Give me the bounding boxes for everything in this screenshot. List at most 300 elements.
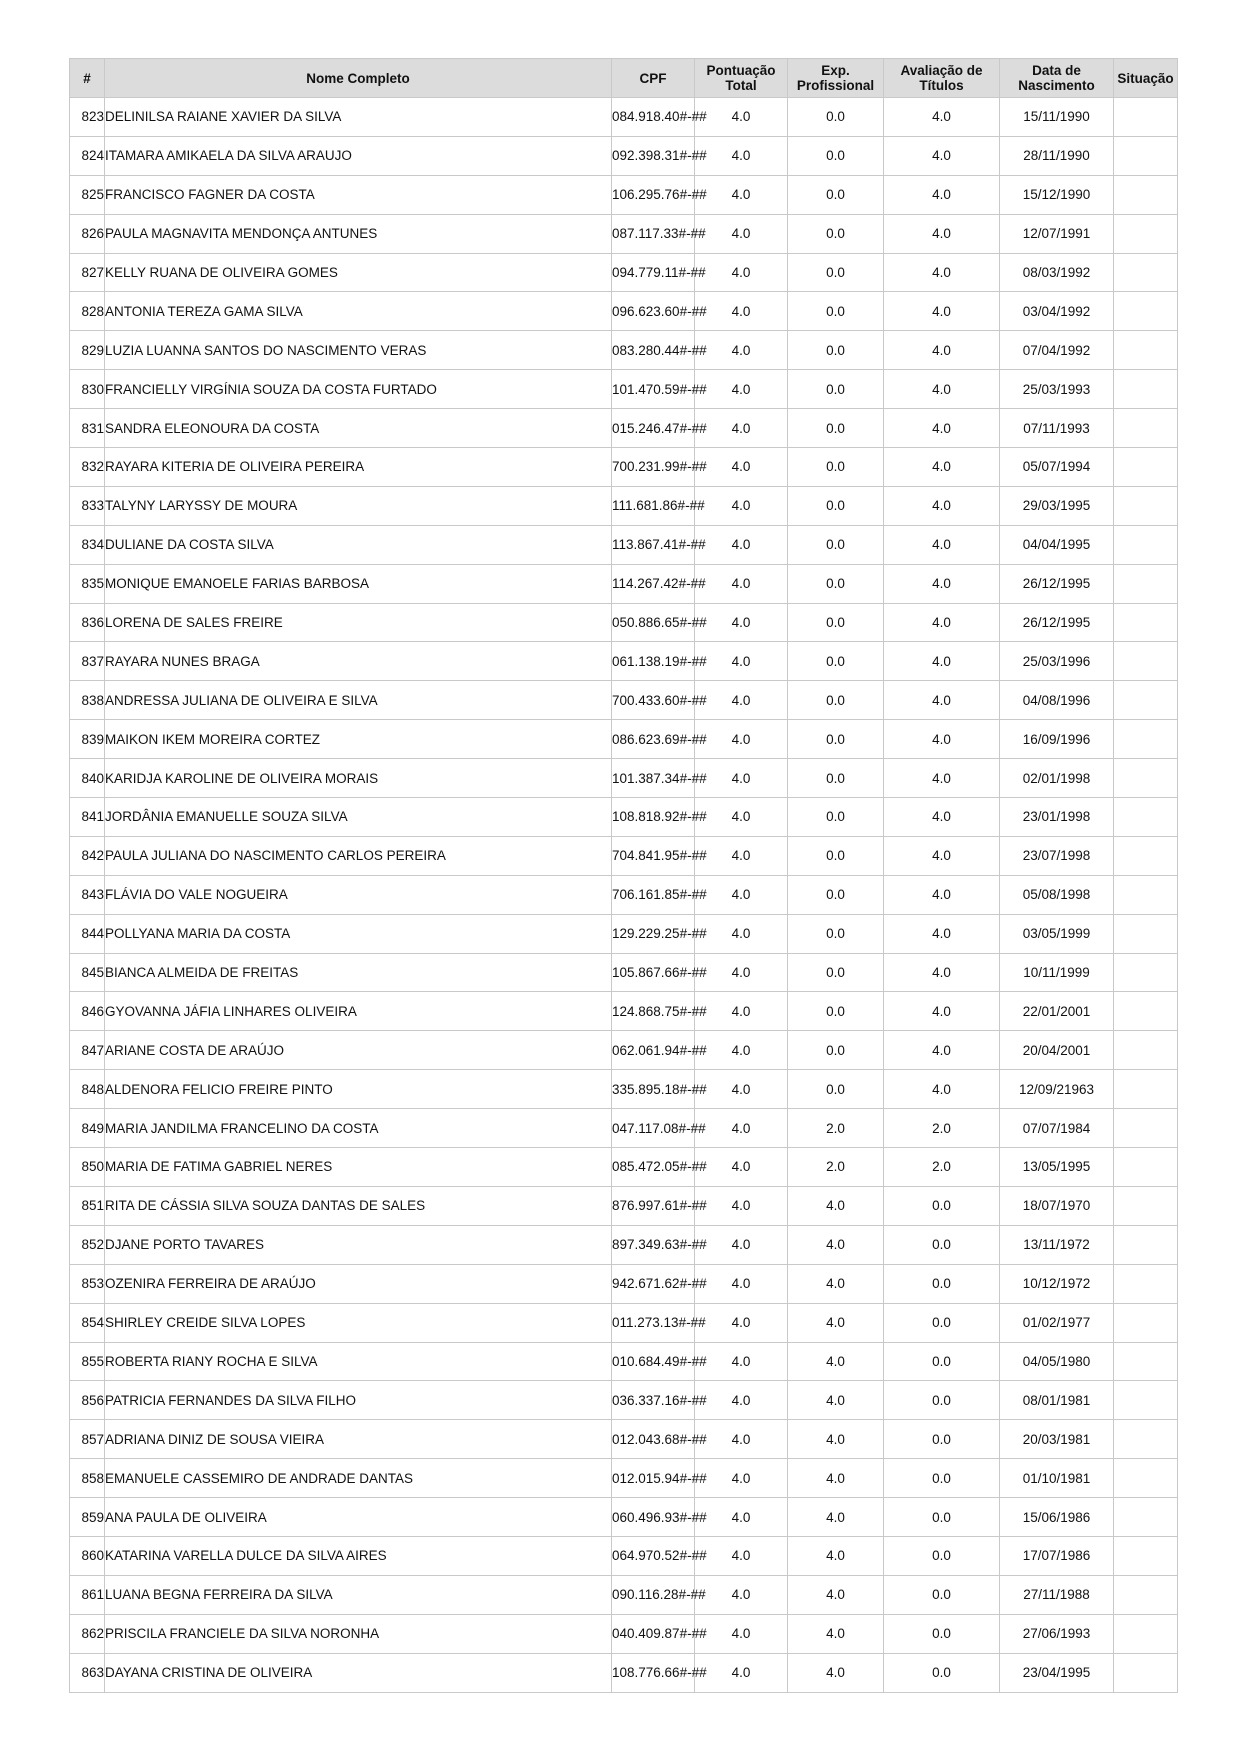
cell-titles: 4.0 (884, 253, 1000, 292)
table-row (70, 1536, 1178, 1575)
table-body (70, 98, 1178, 1693)
cell-cpf: 040.409.87#-## (612, 1614, 695, 1653)
cell-titles: 0.0 (884, 1575, 1000, 1614)
cell-cpf: 084.918.40#-## (612, 98, 695, 137)
cell-exp: 0.0 (788, 681, 884, 720)
cell-status (1114, 1070, 1178, 1109)
cell-exp: 0.0 (788, 603, 884, 642)
table-row (70, 1303, 1178, 1342)
table-row (70, 175, 1178, 214)
cell-birth: 25/03/1996 (1000, 642, 1114, 681)
cell-birth: 07/11/1993 (1000, 409, 1114, 448)
table-row (70, 759, 1178, 798)
cell-titles: 4.0 (884, 720, 1000, 759)
cell-total: 4.0 (695, 409, 788, 448)
cell-total: 4.0 (695, 370, 788, 409)
cell-cpf: 047.117.08#-## (612, 1109, 695, 1148)
cell-name: ALDENORA FELICIO FREIRE PINTO (105, 1070, 612, 1109)
cell-total: 4.0 (695, 214, 788, 253)
cell-titles: 0.0 (884, 1459, 1000, 1498)
cell-total: 4.0 (695, 136, 788, 175)
cell-cpf: 114.267.42#-## (612, 564, 695, 603)
cell-titles: 4.0 (884, 292, 1000, 331)
cell-status (1114, 836, 1178, 875)
cell-total: 4.0 (695, 486, 788, 525)
table-row (70, 953, 1178, 992)
cell-name: LUZIA LUANNA SANTOS DO NASCIMENTO VERAS (105, 331, 612, 370)
cell-name: KELLY RUANA DE OLIVEIRA GOMES (105, 253, 612, 292)
cell-name: FLÁVIA DO VALE NOGUEIRA (105, 875, 612, 914)
cell-index: 840 (70, 759, 105, 798)
cell-cpf: 106.295.76#-## (612, 175, 695, 214)
cell-titles: 0.0 (884, 1614, 1000, 1653)
cell-index: 827 (70, 253, 105, 292)
cell-exp: 0.0 (788, 98, 884, 137)
cell-birth: 23/04/1995 (1000, 1653, 1114, 1692)
cell-birth: 18/07/1970 (1000, 1186, 1114, 1225)
cell-titles: 0.0 (884, 1303, 1000, 1342)
cell-index: 861 (70, 1575, 105, 1614)
cell-index: 860 (70, 1536, 105, 1575)
cell-cpf: 094.779.11#-## (612, 253, 695, 292)
cell-titles: 4.0 (884, 1031, 1000, 1070)
cell-name: POLLYANA MARIA DA COSTA (105, 914, 612, 953)
header-status: Situação (1114, 59, 1178, 98)
cell-exp: 4.0 (788, 1264, 884, 1303)
header-exp: Exp. Profissional (788, 59, 884, 98)
cell-birth: 02/01/1998 (1000, 759, 1114, 798)
cell-total: 4.0 (695, 1225, 788, 1264)
cell-exp: 2.0 (788, 1109, 884, 1148)
cell-index: 851 (70, 1186, 105, 1225)
table-row (70, 914, 1178, 953)
cell-name: EMANUELE CASSEMIRO DE ANDRADE DANTAS (105, 1459, 612, 1498)
cell-titles: 4.0 (884, 98, 1000, 137)
cell-index: 835 (70, 564, 105, 603)
cell-titles: 0.0 (884, 1342, 1000, 1381)
cell-name: MAIKON IKEM MOREIRA CORTEZ (105, 720, 612, 759)
cell-titles: 4.0 (884, 953, 1000, 992)
cell-name: FRANCIELLY VIRGÍNIA SOUZA DA COSTA FURTADO (105, 370, 612, 409)
cell-name: KARIDJA KAROLINE DE OLIVEIRA MORAIS (105, 759, 612, 798)
cell-titles: 0.0 (884, 1225, 1000, 1264)
cell-titles: 4.0 (884, 175, 1000, 214)
cell-exp: 0.0 (788, 486, 884, 525)
cell-cpf: 704.841.95#-## (612, 836, 695, 875)
cell-cpf: 036.337.16#-## (612, 1381, 695, 1420)
cell-total: 4.0 (695, 331, 788, 370)
cell-status (1114, 681, 1178, 720)
cell-status (1114, 175, 1178, 214)
header-name: Nome Completo (105, 59, 612, 98)
cell-birth: 20/04/2001 (1000, 1031, 1114, 1070)
cell-birth: 01/10/1981 (1000, 1459, 1114, 1498)
cell-name: LUANA BEGNA FERREIRA DA SILVA (105, 1575, 612, 1614)
cell-index: 852 (70, 1225, 105, 1264)
cell-index: 826 (70, 214, 105, 253)
cell-status (1114, 875, 1178, 914)
cell-name: SANDRA ELEONOURA DA COSTA (105, 409, 612, 448)
table-row (70, 564, 1178, 603)
cell-titles: 4.0 (884, 448, 1000, 487)
cell-cpf: 897.349.63#-## (612, 1225, 695, 1264)
table-row (70, 875, 1178, 914)
table-row (70, 836, 1178, 875)
cell-birth: 03/05/1999 (1000, 914, 1114, 953)
table-row (70, 98, 1178, 137)
cell-birth: 07/07/1984 (1000, 1109, 1114, 1148)
cell-exp: 0.0 (788, 175, 884, 214)
cell-cpf: 335.895.18#-## (612, 1070, 695, 1109)
cell-name: ITAMARA AMIKAELA DA SILVA ARAUJO (105, 136, 612, 175)
cell-name: FRANCISCO FAGNER DA COSTA (105, 175, 612, 214)
cell-status (1114, 798, 1178, 837)
cell-status (1114, 370, 1178, 409)
cell-cpf: 096.623.60#-## (612, 292, 695, 331)
cell-birth: 16/09/1996 (1000, 720, 1114, 759)
cell-index: 831 (70, 409, 105, 448)
cell-exp: 4.0 (788, 1575, 884, 1614)
table-row (70, 681, 1178, 720)
cell-cpf: 092.398.31#-## (612, 136, 695, 175)
table-row (70, 1186, 1178, 1225)
cell-titles: 4.0 (884, 603, 1000, 642)
cell-exp: 0.0 (788, 953, 884, 992)
cell-name: ADRIANA DINIZ DE SOUSA VIEIRA (105, 1420, 612, 1459)
cell-index: 830 (70, 370, 105, 409)
cell-cpf: 085.472.05#-## (612, 1148, 695, 1187)
cell-titles: 2.0 (884, 1109, 1000, 1148)
table-row (70, 331, 1178, 370)
cell-birth: 04/04/1995 (1000, 525, 1114, 564)
cell-titles: 4.0 (884, 525, 1000, 564)
cell-status (1114, 1614, 1178, 1653)
cell-exp: 4.0 (788, 1303, 884, 1342)
cell-index: 829 (70, 331, 105, 370)
cell-name: ROBERTA RIANY ROCHA E SILVA (105, 1342, 612, 1381)
cell-titles: 4.0 (884, 370, 1000, 409)
cell-cpf: 011.273.13#-## (612, 1303, 695, 1342)
cell-birth: 12/09/21963 (1000, 1070, 1114, 1109)
cell-titles: 4.0 (884, 409, 1000, 448)
cell-birth: 10/12/1972 (1000, 1264, 1114, 1303)
cell-index: 859 (70, 1498, 105, 1537)
cell-total: 4.0 (695, 1575, 788, 1614)
table-row (70, 1109, 1178, 1148)
cell-index: 844 (70, 914, 105, 953)
table-row (70, 1459, 1178, 1498)
cell-birth: 15/06/1986 (1000, 1498, 1114, 1537)
cell-cpf: 108.776.66#-## (612, 1653, 695, 1692)
cell-total: 4.0 (695, 1264, 788, 1303)
cell-titles: 0.0 (884, 1186, 1000, 1225)
cell-cpf: 064.970.52#-## (612, 1536, 695, 1575)
cell-cpf: 101.470.59#-## (612, 370, 695, 409)
table-row (70, 603, 1178, 642)
cell-exp: 0.0 (788, 1070, 884, 1109)
table-row (70, 486, 1178, 525)
cell-total: 4.0 (695, 525, 788, 564)
cell-index: 857 (70, 1420, 105, 1459)
cell-cpf: 111.681.86#-## (612, 486, 695, 525)
cell-total: 4.0 (695, 914, 788, 953)
cell-total: 4.0 (695, 292, 788, 331)
cell-exp: 0.0 (788, 370, 884, 409)
cell-index: 824 (70, 136, 105, 175)
cell-exp: 0.0 (788, 525, 884, 564)
cell-total: 4.0 (695, 564, 788, 603)
cell-index: 848 (70, 1070, 105, 1109)
cell-birth: 28/11/1990 (1000, 136, 1114, 175)
cell-exp: 0.0 (788, 331, 884, 370)
cell-cpf: 090.116.28#-## (612, 1575, 695, 1614)
table-row (70, 798, 1178, 837)
cell-index: 847 (70, 1031, 105, 1070)
cell-cpf: 942.671.62#-## (612, 1264, 695, 1303)
cell-birth: 27/11/1988 (1000, 1575, 1114, 1614)
cell-birth: 08/01/1981 (1000, 1381, 1114, 1420)
table-row (70, 1264, 1178, 1303)
cell-birth: 07/04/1992 (1000, 331, 1114, 370)
cell-total: 4.0 (695, 1614, 788, 1653)
cell-exp: 0.0 (788, 448, 884, 487)
table-row (70, 1031, 1178, 1070)
cell-cpf: 101.387.34#-## (612, 759, 695, 798)
cell-status (1114, 486, 1178, 525)
table-row (70, 1148, 1178, 1187)
cell-status (1114, 1653, 1178, 1692)
cell-titles: 4.0 (884, 992, 1000, 1031)
table-row (70, 448, 1178, 487)
cell-name: SHIRLEY CREIDE SILVA LOPES (105, 1303, 612, 1342)
table-row (70, 1070, 1178, 1109)
cell-birth: 25/03/1993 (1000, 370, 1114, 409)
cell-total: 4.0 (695, 1420, 788, 1459)
cell-cpf: 010.684.49#-## (612, 1342, 695, 1381)
cell-titles: 4.0 (884, 798, 1000, 837)
table-row (70, 1498, 1178, 1537)
cell-total: 4.0 (695, 175, 788, 214)
cell-birth: 08/03/1992 (1000, 253, 1114, 292)
cell-exp: 4.0 (788, 1614, 884, 1653)
cell-titles: 4.0 (884, 642, 1000, 681)
cell-titles: 4.0 (884, 875, 1000, 914)
cell-status (1114, 1575, 1178, 1614)
cell-titles: 4.0 (884, 214, 1000, 253)
cell-titles: 0.0 (884, 1420, 1000, 1459)
cell-status (1114, 992, 1178, 1031)
cell-total: 4.0 (695, 1031, 788, 1070)
cell-status (1114, 253, 1178, 292)
cell-name: DAYANA CRISTINA DE OLIVEIRA (105, 1653, 612, 1692)
cell-titles: 4.0 (884, 331, 1000, 370)
cell-index: 863 (70, 1653, 105, 1692)
cell-status (1114, 1420, 1178, 1459)
cell-index: 836 (70, 603, 105, 642)
cell-index: 854 (70, 1303, 105, 1342)
cell-total: 4.0 (695, 1498, 788, 1537)
cell-birth: 29/03/1995 (1000, 486, 1114, 525)
table-header (70, 59, 1178, 98)
table-row (70, 214, 1178, 253)
cell-exp: 0.0 (788, 136, 884, 175)
cell-name: ANDRESSA JULIANA DE OLIVEIRA E SILVA (105, 681, 612, 720)
cell-index: 846 (70, 992, 105, 1031)
cell-index: 828 (70, 292, 105, 331)
cell-titles: 4.0 (884, 486, 1000, 525)
table-row (70, 525, 1178, 564)
cell-exp: 4.0 (788, 1498, 884, 1537)
cell-total: 4.0 (695, 681, 788, 720)
cell-total: 4.0 (695, 1186, 788, 1225)
cell-exp: 0.0 (788, 798, 884, 837)
cell-exp: 4.0 (788, 1653, 884, 1692)
cell-cpf: 124.868.75#-## (612, 992, 695, 1031)
header-titles: Avaliação de Títulos (884, 59, 1000, 98)
table-row (70, 1575, 1178, 1614)
cell-index: 858 (70, 1459, 105, 1498)
cell-cpf: 087.117.33#-## (612, 214, 695, 253)
cell-titles: 0.0 (884, 1653, 1000, 1692)
cell-index: 855 (70, 1342, 105, 1381)
cell-status (1114, 409, 1178, 448)
cell-total: 4.0 (695, 836, 788, 875)
cell-total: 4.0 (695, 1303, 788, 1342)
cell-name: MARIA JANDILMA FRANCELINO DA COSTA (105, 1109, 612, 1148)
cell-total: 4.0 (695, 1536, 788, 1575)
cell-birth: 01/02/1977 (1000, 1303, 1114, 1342)
cell-index: 841 (70, 798, 105, 837)
cell-exp: 4.0 (788, 1342, 884, 1381)
table-row (70, 253, 1178, 292)
cell-titles: 4.0 (884, 681, 1000, 720)
cell-status (1114, 564, 1178, 603)
cell-name: JORDÂNIA EMANUELLE SOUZA SILVA (105, 798, 612, 837)
cell-index: 823 (70, 98, 105, 137)
cell-name: RAYARA KITERIA DE OLIVEIRA PEREIRA (105, 448, 612, 487)
cell-total: 4.0 (695, 603, 788, 642)
cell-total: 4.0 (695, 1653, 788, 1692)
cell-total: 4.0 (695, 1342, 788, 1381)
cell-name: PATRICIA FERNANDES DA SILVA FILHO (105, 1381, 612, 1420)
cell-name: ARIANE COSTA DE ARAÚJO (105, 1031, 612, 1070)
cell-name: DJANE PORTO TAVARES (105, 1225, 612, 1264)
cell-name: LORENA DE SALES FREIRE (105, 603, 612, 642)
cell-exp: 4.0 (788, 1420, 884, 1459)
cell-total: 4.0 (695, 992, 788, 1031)
cell-index: 843 (70, 875, 105, 914)
cell-titles: 4.0 (884, 136, 1000, 175)
cell-birth: 13/05/1995 (1000, 1148, 1114, 1187)
cell-status (1114, 331, 1178, 370)
cell-titles: 4.0 (884, 1070, 1000, 1109)
header-index: # (70, 59, 105, 98)
cell-name: DELINILSA RAIANE XAVIER DA SILVA (105, 98, 612, 137)
cell-status (1114, 214, 1178, 253)
cell-exp: 2.0 (788, 1148, 884, 1187)
cell-birth: 26/12/1995 (1000, 564, 1114, 603)
cell-birth: 26/12/1995 (1000, 603, 1114, 642)
cell-index: 850 (70, 1148, 105, 1187)
table-row (70, 136, 1178, 175)
cell-status (1114, 759, 1178, 798)
table-row (70, 720, 1178, 759)
cell-birth: 17/07/1986 (1000, 1536, 1114, 1575)
cell-status (1114, 448, 1178, 487)
cell-index: 838 (70, 681, 105, 720)
cell-status (1114, 1186, 1178, 1225)
cell-status (1114, 914, 1178, 953)
cell-total: 4.0 (695, 642, 788, 681)
cell-titles: 4.0 (884, 914, 1000, 953)
cell-exp: 0.0 (788, 1031, 884, 1070)
cell-index: 834 (70, 525, 105, 564)
results-table (69, 58, 1178, 1693)
cell-birth: 23/01/1998 (1000, 798, 1114, 837)
cell-status (1114, 953, 1178, 992)
cell-cpf: 012.043.68#-## (612, 1420, 695, 1459)
table-row (70, 642, 1178, 681)
cell-status (1114, 525, 1178, 564)
cell-status (1114, 98, 1178, 137)
cell-birth: 05/08/1998 (1000, 875, 1114, 914)
cell-total: 4.0 (695, 720, 788, 759)
cell-status (1114, 1148, 1178, 1187)
table-row (70, 1420, 1178, 1459)
cell-status (1114, 1031, 1178, 1070)
cell-birth: 20/03/1981 (1000, 1420, 1114, 1459)
cell-total: 4.0 (695, 98, 788, 137)
cell-birth: 04/05/1980 (1000, 1342, 1114, 1381)
cell-birth: 05/07/1994 (1000, 448, 1114, 487)
cell-status (1114, 720, 1178, 759)
cell-index: 832 (70, 448, 105, 487)
cell-exp: 0.0 (788, 292, 884, 331)
cell-status (1114, 1264, 1178, 1303)
cell-total: 4.0 (695, 798, 788, 837)
cell-status (1114, 1109, 1178, 1148)
cell-exp: 0.0 (788, 914, 884, 953)
cell-total: 4.0 (695, 875, 788, 914)
cell-status (1114, 1303, 1178, 1342)
cell-total: 4.0 (695, 1381, 788, 1420)
table-row (70, 1381, 1178, 1420)
cell-name: BIANCA ALMEIDA DE FREITAS (105, 953, 612, 992)
table-row (70, 292, 1178, 331)
cell-name: MARIA DE FATIMA GABRIEL NERES (105, 1148, 612, 1187)
cell-birth: 27/06/1993 (1000, 1614, 1114, 1653)
cell-birth: 15/11/1990 (1000, 98, 1114, 137)
cell-cpf: 700.231.99#-## (612, 448, 695, 487)
cell-exp: 4.0 (788, 1186, 884, 1225)
cell-total: 4.0 (695, 759, 788, 798)
cell-cpf: 015.246.47#-## (612, 409, 695, 448)
cell-name: ANA PAULA DE OLIVEIRA (105, 1498, 612, 1537)
cell-exp: 0.0 (788, 253, 884, 292)
cell-index: 839 (70, 720, 105, 759)
cell-total: 4.0 (695, 448, 788, 487)
cell-total: 4.0 (695, 1109, 788, 1148)
header-row (70, 59, 1178, 98)
cell-cpf: 129.229.25#-## (612, 914, 695, 953)
cell-name: TALYNY LARYSSY DE MOURA (105, 486, 612, 525)
cell-birth: 13/11/1972 (1000, 1225, 1114, 1264)
cell-cpf: 062.061.94#-## (612, 1031, 695, 1070)
table-row (70, 992, 1178, 1031)
cell-titles: 0.0 (884, 1381, 1000, 1420)
cell-index: 856 (70, 1381, 105, 1420)
cell-total: 4.0 (695, 1459, 788, 1498)
